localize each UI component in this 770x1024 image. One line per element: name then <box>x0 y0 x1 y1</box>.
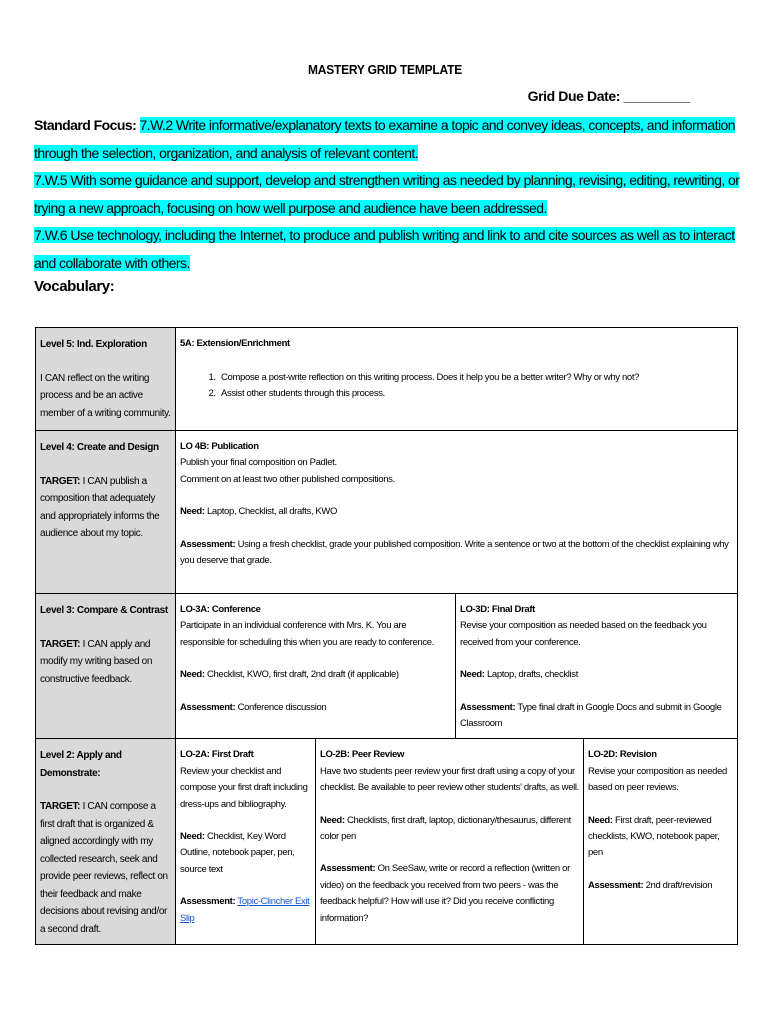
lo-4b-need-text: Laptop, Checklist, all drafts, KWO <box>204 506 338 518</box>
lo-2a-need-text: Checklist, Key Word Outline, notebook paper, pen, source text <box>180 831 295 875</box>
lo-3d-need-text: Laptop, drafts, checklist <box>484 669 578 681</box>
need-label: Need: <box>460 669 485 681</box>
level3-target-text: I CAN apply and modify my writing based on constructive feedback. <box>40 638 153 685</box>
lo-2d-title: LO-2D: Revision <box>588 749 657 761</box>
vocabulary-label: Vocabulary: <box>34 278 115 295</box>
need-label: Need: <box>588 814 613 826</box>
lo-3d-cell <box>456 594 738 739</box>
level3-heading: Level 3: Compare & Contrast <box>40 605 168 616</box>
lo-5a-item-1: 1. Compose a post-write reflection on this writing process. Does it help you be a better writer? Why or why not? <box>218 370 733 386</box>
lo-4b-title: LO 4B: Publication <box>180 441 259 452</box>
lo-4b-desc-2: Comment on at least two other published compositions. <box>180 473 395 485</box>
lo-5a-item-2: 2. Assist other students through this process. <box>218 386 733 402</box>
need-label: Need: <box>180 831 205 843</box>
level2-target-label: TARGET: <box>40 801 81 813</box>
lo-2d-desc: Revise your composition as needed based on peer reviews. <box>588 765 727 794</box>
standard-7w5: 7.W.5 With some guidance and support, develop and strengthen writing as needed by planning, revising, editing, rewriting, or trying a new approach, focusing on how well purpose and audience have been addressed. <box>34 172 740 216</box>
lo-3a-assessment-text: Conference discussion <box>235 701 327 713</box>
lo-5a-title: 5A: Extension/Enrichment <box>180 338 290 349</box>
level4-cell <box>36 431 176 594</box>
lo-5a-list <box>180 370 733 403</box>
level4-row <box>36 431 738 594</box>
lo-2a-desc: Review your checklist and compose your first draft including dress-ups and bibliography. <box>180 765 308 810</box>
grid-due-date: Grid Due Date: _________ <box>527 88 690 104</box>
lo-3a-cell <box>176 594 456 739</box>
lo-2d-cell <box>584 739 738 945</box>
lo-2b-assessment-text: On SeeSaw, write or record a reflection (written or video) on the feedback you received from two peers - was the feedback helpful? How will use it? Did you receive conflicting information? <box>320 863 570 924</box>
lo-2a-cell <box>176 739 316 945</box>
lo-2d-need-text: First draft, peer-reviewed checklists, KWO, notebook paper, pen <box>588 814 720 859</box>
level2-target-text: I CAN compose a first draft that is organized & aligned accordingly with my collected research, seek and provide peer reviews, reflect on their feedback and make decisions about revising and/or a second draft. <box>40 801 168 935</box>
level4-target-label: TARGET: <box>40 475 81 487</box>
lo-2b-need-text: Checklists, first draft, laptop, dictionary/thesaurus, different color pen <box>320 814 571 843</box>
lo-2b-assessment <box>320 861 579 927</box>
topic-clincher-exit-slip-link[interactable]: Topic-Clincher Exit Slip <box>180 896 310 924</box>
lo-2d-need <box>588 813 733 862</box>
level4-target-text: I CAN publish a composition that adequately and appropriately informs the audience about my topic. <box>40 475 160 539</box>
lo-2a-assessment <box>180 894 311 927</box>
assessment-label: Assessment: <box>180 701 236 713</box>
lo-3d-need <box>460 667 733 683</box>
lo-4b-assessment-text: Using a fresh checklist, grade your published composition. Write a sentence or two at the bottom of the checklist explaining why you deserve that grade. <box>180 538 729 567</box>
lo-2b-need <box>320 813 579 846</box>
lo-2a-need <box>180 829 311 878</box>
standard-focus <box>34 112 746 277</box>
lo-3a-desc: Participate in an individual conference with Mrs. K. You are responsible for scheduling this when you are ready to conference. <box>180 620 434 648</box>
need-label: Need: <box>320 814 345 826</box>
lo-4b-desc-1: Publish your final composition on Padlet. <box>180 457 337 469</box>
lo-5a-cell <box>176 328 738 431</box>
level5-row <box>36 328 738 431</box>
lo-4b-cell <box>176 431 738 594</box>
level4-target <box>40 473 171 543</box>
lo-3a-title: LO-3A: Conference <box>180 604 261 615</box>
level5-cell <box>36 328 176 431</box>
assessment-label: Assessment: <box>320 863 376 875</box>
lo-3d-assessment <box>460 700 733 733</box>
lo-2b-desc: Have two students peer review your first draft using a copy of your checklist. Be available to peer review other students' drafts, as well. <box>320 765 579 794</box>
lo-3d-desc: Revise your composition as needed based on the feedback you received from your conference. <box>460 620 707 648</box>
level2-target <box>40 798 171 938</box>
assessment-label: Assessment: <box>180 896 236 908</box>
need-label: Need: <box>180 506 205 518</box>
level3-target <box>40 636 171 689</box>
lo-2b-title: LO-2B: Peer Review <box>320 749 404 761</box>
level2-heading: Level 2: Apply and Demonstrate: <box>40 750 122 779</box>
lo-4b-need <box>180 504 733 520</box>
lo-3d-title: LO-3D: Final Draft <box>460 604 535 615</box>
lo-4b-assessment <box>180 537 733 570</box>
assessment-label: Assessment: <box>180 538 236 550</box>
lo-3a-need-text: Checklist, KWO, first draft, 2nd draft (if applicable) <box>204 669 399 681</box>
level2-row <box>36 739 738 945</box>
lo-2d-assessment-text: 2nd draft/revision <box>643 879 713 891</box>
lo-2d-assessment <box>588 878 733 894</box>
level4-heading: Level 4: Create and Design <box>40 442 159 453</box>
lo-3a-need <box>180 667 451 683</box>
level2-cell <box>36 739 176 945</box>
level5-can-statement: I CAN reflect on the writing process and be an active member of a writing community. <box>40 372 171 419</box>
standard-focus-label: Standard Focus: <box>34 117 140 133</box>
need-label: Need: <box>180 669 205 681</box>
level3-cell <box>36 594 176 739</box>
assessment-label: Assessment: <box>460 701 516 713</box>
lo-3d-assessment-text: Type final draft in Google Docs and submit in Google Classroom <box>460 701 722 730</box>
assessment-label: Assessment: <box>588 879 644 891</box>
level5-heading: Level 5: Ind. Exploration <box>40 339 147 350</box>
level3-target-label: TARGET: <box>40 638 81 650</box>
document-title: MASTERY GRID TEMPLATE <box>307 62 463 77</box>
level3-row <box>36 594 738 739</box>
mastery-grid-table <box>35 327 738 945</box>
lo-2a-title: LO-2A: First Draft <box>180 749 254 761</box>
lo-2b-cell <box>316 739 584 945</box>
standard-7w6: 7.W.6 Use technology, including the Internet, to produce and publish writing and link to and cite sources as well as to interact and collaborate with others. <box>34 227 735 271</box>
standard-7w2: 7.W.2 Write informative/explanatory texts to examine a topic and convey ideas, concepts, and information through the selection, organization, and analysis of relevant content. <box>34 117 735 161</box>
lo-3a-assessment <box>180 700 451 716</box>
